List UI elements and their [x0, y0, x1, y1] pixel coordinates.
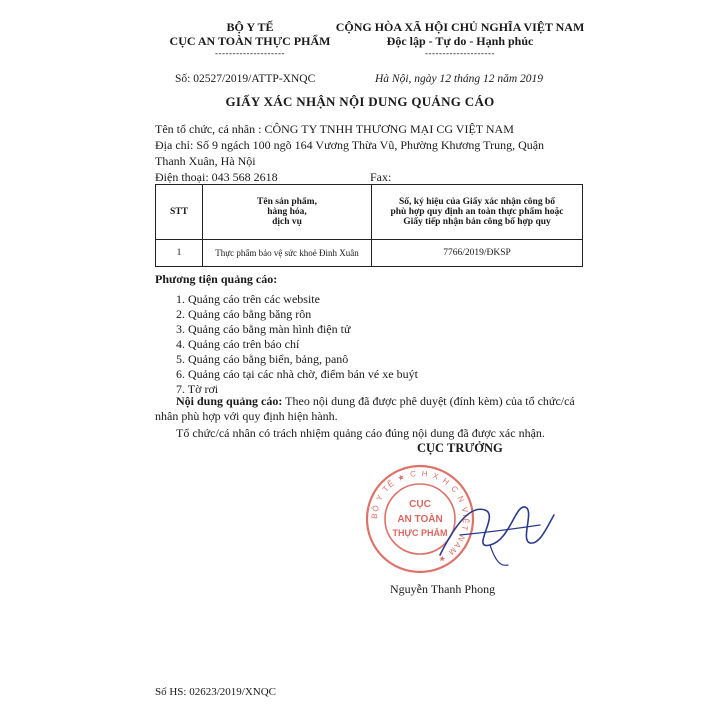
- signer-name: Nguyễn Thanh Phong: [390, 582, 496, 596]
- list-item: 4. Quảng cáo trên báo chí: [176, 337, 300, 351]
- left-header-rule: --------------------: [215, 48, 285, 58]
- media-list: [176, 292, 418, 397]
- list-item: 5. Quảng cáo bằng biển, bảng, panô: [176, 352, 349, 366]
- ministry-name: BỘ Y TẾ: [226, 20, 274, 34]
- hs-number: Số HS: 02623/2019/XNQC: [155, 686, 277, 698]
- document-title: GIẤY XÁC NHẬN NỘI DUNG QUẢNG CÁO: [225, 94, 495, 109]
- stamp-line1: CỤC: [409, 499, 431, 510]
- row-product: Thực phẩm bảo vệ sức khoẻ Đinh Xuân: [203, 240, 372, 267]
- right-header: [325, 20, 595, 59]
- header-product-line2: hàng hóa,: [267, 207, 307, 217]
- org-name: Tên tổ chức, cá nhân : CÔNG TY TNHH THƯƠNG MẠI CG VIỆT NAM: [155, 122, 514, 136]
- org-phone: Điện thoại: 043 568 2618: [155, 170, 278, 184]
- left-header: [150, 20, 350, 59]
- header-product: [203, 185, 372, 240]
- header-reference-line2: phù hợp quy định an toàn thực phẩm hoặc: [390, 207, 564, 217]
- org-fax: Fax:: [370, 170, 392, 184]
- header-reference-line3: Giấy tiếp nhận bản công bố hợp quy: [403, 217, 551, 227]
- org-address-line2: Thanh Xuân, Hà Nội: [155, 154, 256, 168]
- header-stt: STT: [156, 185, 203, 240]
- header-product-line1: Tên sản phẩm,: [257, 197, 317, 207]
- signer-role: CỤC TRƯỞNG: [417, 441, 503, 455]
- department-name: CỤC AN TOÀN THỰC PHẨM: [169, 34, 331, 48]
- row-stt: 1: [156, 240, 203, 267]
- table-header-row: [156, 185, 583, 240]
- header-reference: [372, 185, 583, 240]
- content-text-line2: nhân phù hợp với quy định hiện hành.: [155, 409, 338, 423]
- table-row: [156, 240, 583, 267]
- responsibility-text: Tổ chức/cá nhân có trách nhiệm quảng cáo đúng nội dung đã được xác nhận.: [176, 426, 545, 440]
- header-reference-line1: Số, ký hiệu của Giấy xác nhận công bố: [399, 197, 555, 207]
- document-number: Số: 02527/2019/ATTP-XNQC: [175, 73, 316, 85]
- list-item: 6. Quảng cáo tại các nhà chờ, điểm bán vé xe buýt: [176, 367, 418, 381]
- republic-name: CỘNG HÒA XÃ HỘI CHỦ NGHĨA VIỆT NAM: [335, 20, 585, 34]
- content-line1: [176, 393, 575, 409]
- list-item: 1. Quảng cáo trên các website: [176, 292, 320, 306]
- list-item: 7. Tờ rơi: [176, 382, 219, 396]
- content-label: Nội dung quảng cáo:: [176, 394, 283, 408]
- place-date: Hà Nội, ngày 12 tháng 12 năm 2019: [375, 73, 544, 85]
- stamp-ring-text: BỘ Y TẾ ★ C H X H C N VIỆT NAM ★: [369, 468, 471, 566]
- stamp-line2: AN TOÀN: [397, 514, 443, 525]
- handwritten-signature: [430, 485, 560, 575]
- list-item: 2. Quảng cáo bằng băng rôn: [176, 307, 312, 321]
- org-address-line1: Địa chỉ: Số 9 ngách 100 ngõ 164 Vương Thừa Vũ, Phường Khương Trung, Quận: [155, 138, 545, 152]
- right-header-rule: --------------------: [425, 48, 495, 58]
- national-motto: Độc lập - Tự do - Hạnh phúc: [386, 34, 534, 48]
- product-table: [155, 184, 583, 267]
- content-text-line1: Theo nội dung đã được phê duyệt (đính kèm) của tổ chức/cá: [282, 394, 575, 408]
- list-item: 3. Quảng cáo bằng màn hình điện tử: [176, 322, 351, 336]
- media-heading: Phương tiện quảng cáo:: [155, 272, 278, 286]
- stamp-line3: THỰC PHẨM: [392, 528, 448, 538]
- header-product-line3: dịch vụ: [272, 217, 302, 227]
- row-reference: 7766/2019/ĐKSP: [372, 240, 583, 267]
